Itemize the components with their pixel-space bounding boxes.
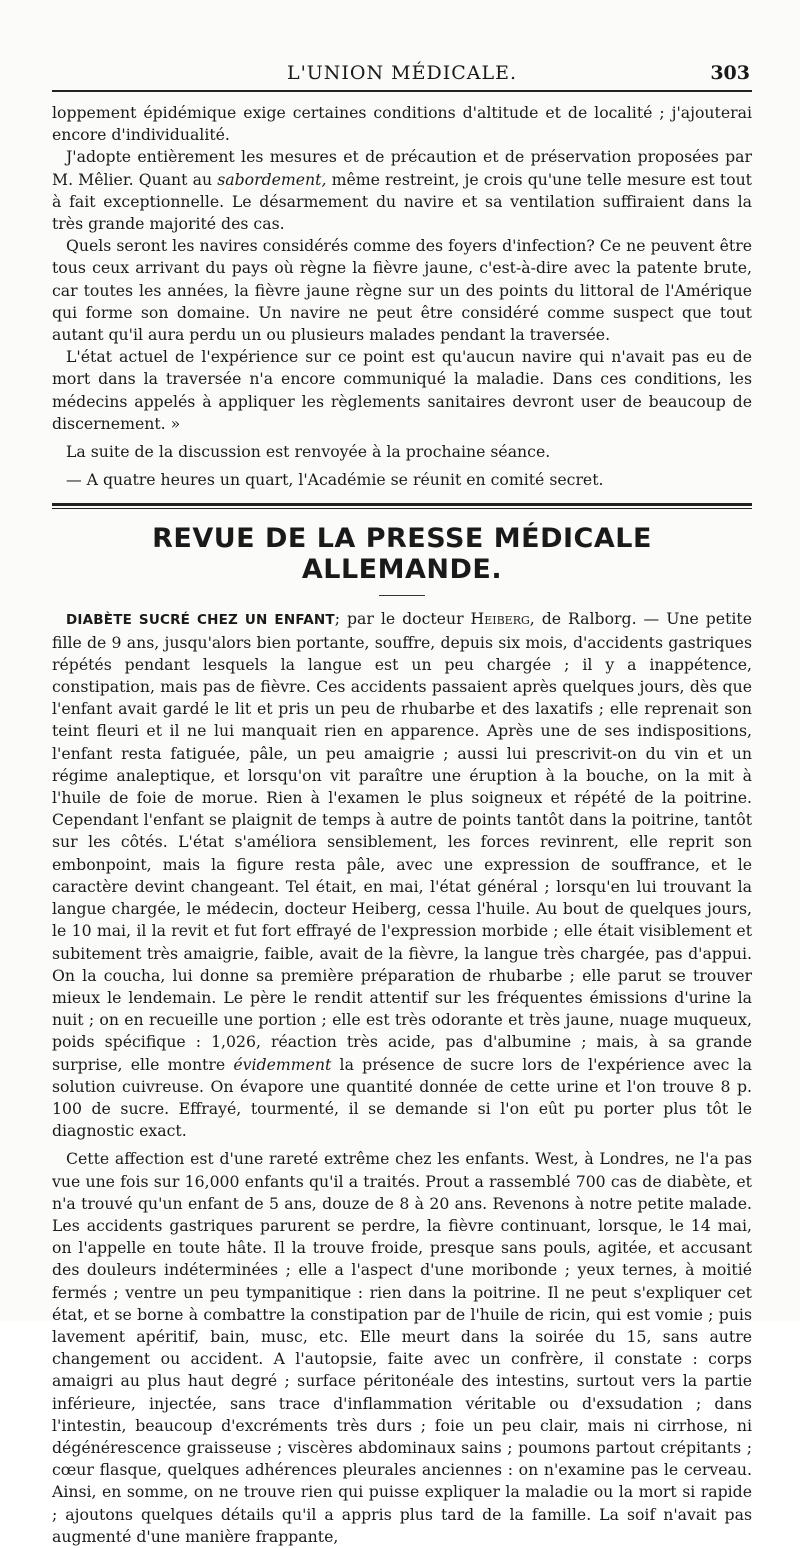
section-divider [52,503,752,509]
text-run: J'adopte entièrement les mesures et de précaution et de préservation proposées par M. Mêlier. Quant au [52,147,752,189]
paragraph: Cette affection est d'une rareté extrême chez les enfants. West, à Londres, ne l'a pas vue une fois sur 16,000 enfants qu'il a traités. Prout a rassemblé 700 cas de diabète, et n'a trouvé qu'un enfant de 5 ans, douze de 8 à 20 ans. Revenons à notre petite malade. Les accidents gastriques parurent se perdre, la fièvre continuant, lorsque, le 14 mai, on l'appelle en toute hâte. Il la trouve froide, presque sans pouls, agitée, et accusant des douleurs indéterminées ; elle a l'aspect d'une moribonde ; yeux ternes, à moitié fermés ; ventre un peu tympanitique : rien dans la poitrine. Il ne peut s'expliquer cet état, et se borne à combattre la constipation par de l'huile de ricin, qui est vomie ; puis lavement apéritif, bain, musc, etc. Elle meurt dans la soirée du 15, sans autre changement ou accident. A l'autopsie, faite avec un confrère, il constate : corps amaigri au plus haut degré ; surface péritonéale des intestins, surtout vers la partie inférieure, injectée, sans trace d'inflammation véritable ou d'exsudation ; dans l'intestin, beaucoup d'excréments très durs ; foie un peu clair, mais ni cirrhose, ni dégénérescence graisseuse ; viscères abdominaux sains ; poumons partout crépitants ; cœur flasque, quelques adhérences pleurales anciennes : on n'examine pas le cerveau. Ainsi, en somme, on ne trouve rien qui puisse expliquer la maladie ou la mort si rapide ; ajoutons quelques détails qu'il a appris plus tard de la famille. La soif n'avait pas augmenté d'une manière frappante, [52,1149,752,1546]
paragraph: L'état actuel de l'expérience sur ce point est qu'aucun navire qui n'avait pas eu de mort dans la traversée n'a encore communiqué la maladie. Dans ces conditions, les médecins appelés à appliquer les règlements sanitaires devront user de beaucoup de discernement. » [52,347,752,433]
page-number: 303 [710,62,750,84]
text-run: même restreint, je crois qu'une telle mesure est tout à fait exceptionnelle. Le désarmement du navire et sa ventilation suffiraient dans la très grande majorité des cas. [52,169,752,234]
journal-page [52,56,752,1548]
author-name: Heiberg [470,609,530,629]
emphasis: sabordement, [217,169,327,189]
paragraph: La suite de la discussion est renvoyée à la prochaine séance. [66,442,551,462]
paragraph [52,146,752,235]
paragraph: loppement épidémique exige certaines conditions d'altitude et de localité ; j'ajouterai encore d'individualité. [52,103,752,145]
paragraph [52,608,752,1142]
running-head [52,56,752,92]
text-run: Une petite fille de 9 ans, jusqu'alors bien portante, souffre, depuis six mois, d'accidents gastriques répétés pendant lesquels la langue est un peu chargée ; il y a inappétence, constipation, mais pas de fièvre. Ces accidents passaient après quelques jours, dès que l'enfant avait gardé le lit et pris un peu de rhubarbe et des laxatifs ; elle reprenait son teint fleuri et il ne lui manquait rien en apparence. Après une de ses indispositions, l'enfant resta fatiguée, pâle, un peu amaigrie ; aussi lui prescrivit-on du vin et un régime analeptique, et lorsqu'on vit paraître une éruption à la bouche, on la mit à l'huile de foie de morue. Rien à l'examen le plus soigneux et répété de la poitrine. Cependant l'enfant se plaignit de temps à autre de points tantôt dans la poitrine, tantôt sur les côtés. L'état s'améliora sensiblement, les forces revinrent, elle reprit son embonpoint, mais la figure resta pâle, avec une expression de souffrance, et le caractère devint changeant. Tel était, en mai, l'état général ; lorsqu'en lui trouvant la langue chargée, le médecin, docteur Heiberg, cessa l'huile. Au bout de quelques jours, le 10 mai, il la revit et fut fort effrayé de l'expression morbide ; elle était visiblement et subitement très amaigrie, faible, avait de la fièvre, la langue très chargée, pas d'appui. On la coucha, lui donne sa première préparation de rhubarbe ; elle parut se trouver mieux le lendemain. Le père le rendit attentif sur les fréquentes émissions d'urine la nuit ; on en recueille une portion ; elle est très odorante et très jaune, nuage muqueux, poids spécifique : 1,026, réaction très acide, pas d'albumine ; mais, à sa grande surprise, elle montre [52,609,752,1074]
short-rule [379,595,425,596]
emphasis: évidemment [233,1054,332,1074]
article [52,608,752,1548]
running-title: L'UNION MÉDICALE. [286,62,518,84]
section-title: REVUE DE LA PRESSE MÉDICALE ALLEMANDE. [152,523,652,586]
article-heading: DIABÈTE SUCRÉ CHEZ UN ENFANT [66,612,335,629]
paragraph: Quels seront les navires considérés comme des foyers d'infection? Ce ne peuvent être tous ceux arrivant du pays où règne la fièvre jaune, c'est-à-dire avec la patente brute, car toutes les années, la fièvre jaune règne sur un des points du littoral de l'Amérique qui forme son domaine. Un navire ne peut être considéré comme suspect que tout autant qu'il aura perdu un ou plusieurs malades pendant la traversée. [52,236,752,345]
paragraph: — A quatre heures un quart, l'Académie se réunit en comité secret. [66,470,604,490]
text-run: ; par le docteur [334,609,471,629]
text-run: la présence de sucre lors de l'expérience avec la solution cuivreuse. On évapore une quantité donnée de cette urine et l'on trouve 8 p. 100 de sucre. Effrayé, tourmenté, il se demande si l'on eût pu porter plus tôt le diagnostic exact. [52,1054,752,1141]
text-run: , de Ralborg. — [529,609,667,629]
continued-discussion [52,102,752,491]
